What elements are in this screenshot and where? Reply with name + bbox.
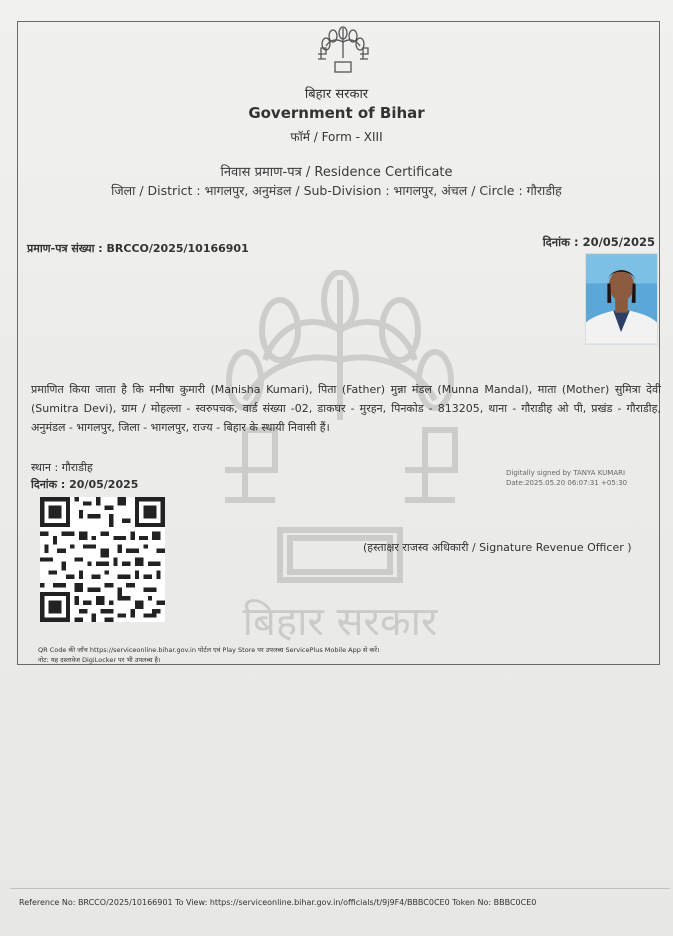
certificate-number: प्रमाण-पत्र संख्या : BRCCO/2025/10166901	[27, 242, 249, 255]
qr-note	[38, 645, 380, 665]
digital-signature-date: Date:2025.05.20 06:07:31 +05:30	[506, 479, 628, 487]
signing-date: दिनांक : 20/05/2025	[31, 478, 139, 491]
certificate-body: प्रमाणित किया जाता है कि मनीषा कुमारी (Manisha Kumari), पिता (Father) मुन्ना मंडल (Munna Mandal), माता (Mother) सुमित्रा देवी (Sumitra Devi), ग्राम / मोहल्ला - स्वरुपचक, वार्ड संख्या -02, डाकघर - मुरहन, पिनकोड - 813205, थाना - गौराडीह ओ पी, प्रखंड - गौराडीह, अनुमंडल - भागलपुर, जिला - भागलपुर, राज्य - बिहार के स्थायी निवासी हैं।	[31, 383, 661, 434]
signature-label: (हस्ताक्षर राजस्व अधिकारी / Signature Revenue Officer )	[363, 541, 632, 554]
place: स्थान : गौराडीह	[31, 461, 93, 474]
qr-note-line-1: QR Code की जाँच https://serviceonline.bihar.gov.in पोर्टल एवं Play Store पर उपलब्ध ServicePlus Mobile App से करें।	[38, 646, 380, 654]
qr-code	[38, 497, 167, 622]
digital-signature	[506, 468, 627, 488]
govt-hindi-title: बिहार सरकार	[304, 87, 369, 102]
issue-date: दिनांक : 20/05/2025	[542, 235, 655, 249]
govt-title: Government of Bihar	[248, 104, 425, 122]
bihar-emblem-icon	[316, 24, 370, 78]
digital-signature-name: Digitally signed by TANYA KUMARI	[506, 469, 626, 477]
certificate-title: निवास प्रमाण-पत्र / Residence Certificate	[220, 165, 453, 180]
footer-divider	[10, 888, 670, 889]
reference-line: Reference No: BRCCO/2025/10166901 To View: https://serviceonline.bihar.gov.in/officials/t/9j9F4/BBBC0CE0 Token No: BBBC0CE0	[19, 898, 537, 907]
qr-note-line-2: नोट: यह दस्तावेज DigiLocker पर भी उपलब्ध है।	[38, 656, 161, 664]
form-label: फॉर्म / Form - XIII	[290, 130, 383, 144]
watermark-text: बिहार सरकार	[242, 599, 438, 645]
district-line: जिला / District : भागलपुर, अनुमंडल / Sub-Division : भागलपुर, अंचल / Circle : गौराडीह	[111, 183, 562, 198]
applicant-photo	[585, 253, 658, 345]
